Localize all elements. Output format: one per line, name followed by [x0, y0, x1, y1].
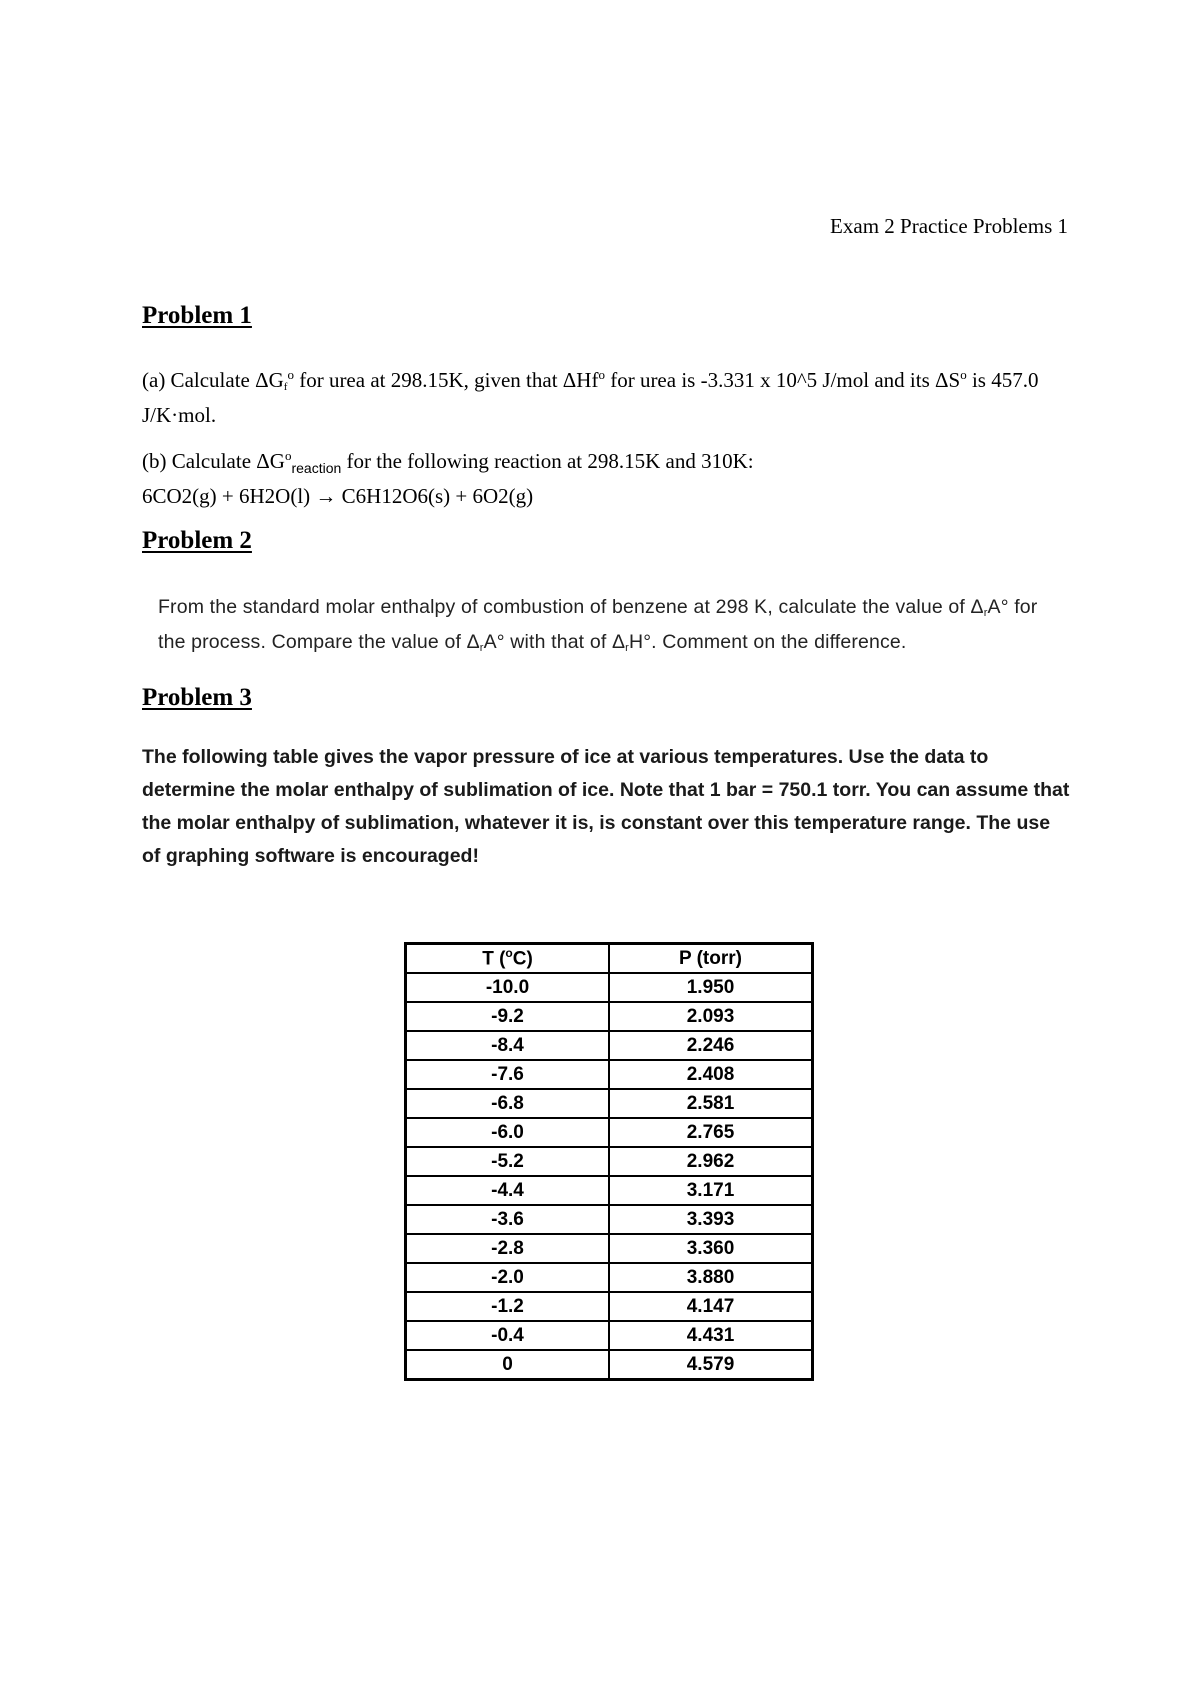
- temperature-cell: -6.0: [406, 1118, 610, 1147]
- page-header: Exam 2 Practice Problems 1: [830, 214, 1068, 238]
- temperature-cell: -4.4: [406, 1176, 610, 1205]
- pressure-cell: 3.171: [609, 1176, 813, 1205]
- vapor-pressure-table: [404, 942, 814, 1381]
- temperature-cell: -0.4: [406, 1321, 610, 1350]
- pressure-cell: 2.093: [609, 1002, 813, 1031]
- temperature-cell: -10.0: [406, 973, 610, 1002]
- pressure-cell: 3.360: [609, 1234, 813, 1263]
- temperature-cell: -3.6: [406, 1205, 610, 1234]
- pressure-cell: 4.431: [609, 1321, 813, 1350]
- problem-3-text: The following table gives the vapor pressure of ice at various temperatures. Use the data to determine the molar enthalpy of sublimation of ice. Note that 1 bar = 750.1 torr. You can assume that the molar enthalpy of sublimation, whatever it is, is constant over this temperature range. The use of graphing software is encouraged!: [142, 746, 1070, 867]
- temperature-cell: -2.0: [406, 1263, 610, 1292]
- temperature-cell: -6.8: [406, 1089, 610, 1118]
- temperature-cell: 0: [406, 1350, 610, 1380]
- pressure-cell: 3.393: [609, 1205, 813, 1234]
- pressure-cell: 4.147: [609, 1292, 813, 1321]
- temperature-cell: -8.4: [406, 1031, 610, 1060]
- table-row: [406, 1263, 813, 1292]
- temperature-cell: -2.8: [406, 1234, 610, 1263]
- problem-1b-text: (b) Calculate $\Delta G^o_{reaction}$ for the following reaction at 298.15K and 310K: 6CO2(g) + 6H2O(l) → C6H12O6(s) + 6O2(g): [142, 448, 754, 508]
- pressure-cell: 2.246: [609, 1031, 813, 1060]
- table-row: [406, 1234, 813, 1263]
- problem-3-heading: Problem 3: [142, 684, 252, 711]
- table-row: [406, 973, 813, 1002]
- pressure-cell: 1.950: [609, 973, 813, 1002]
- problem-1-heading: Problem 1: [142, 302, 252, 329]
- temperature-cell: -1.2: [406, 1292, 610, 1321]
- table-row: [406, 1350, 813, 1380]
- pressure-cell: 4.579: [609, 1350, 813, 1380]
- temperature-cell: -5.2: [406, 1147, 610, 1176]
- table-header-row: [406, 944, 813, 974]
- pressure-cell: 3.880: [609, 1263, 813, 1292]
- pressure-cell: 2.408: [609, 1060, 813, 1089]
- table-row: [406, 1031, 813, 1060]
- column-header-pressure: P (torr): [609, 944, 813, 974]
- pressure-cell: 2.581: [609, 1089, 813, 1118]
- temperature-cell: -9.2: [406, 1002, 610, 1031]
- reaction-equation: 6CO2(g) + 6H2O(l) → C6H12O6(s) + 6O2(g): [142, 484, 534, 508]
- table-row: [406, 1205, 813, 1234]
- table-row: [406, 1292, 813, 1321]
- problem-2-text: From the standard molar enthalpy of combustion of benzene at 298 K, calculate the value of $\Delta_rA^\circ$ for the process. Compare the value of $\Delta_rA^\circ$ with that of $\Delta_rH^\circ$. Comment on the difference.: [158, 596, 1038, 654]
- table-row: [406, 1176, 813, 1205]
- pressure-cell: 2.962: [609, 1147, 813, 1176]
- table-row: [406, 1060, 813, 1089]
- problem-2-heading: Problem 2: [142, 527, 252, 554]
- table-row: [406, 1089, 813, 1118]
- table-row: [406, 1002, 813, 1031]
- problem-1a-text: (a) Calculate $\Delta G_f^o$ for urea at 298.15K, given that ΔHf$^o$ for urea is -3.331 x 10^5 J/mol and its $\Delta S^o$ is 457.0 J/K·mol.: [142, 367, 1039, 427]
- temperature-cell: -7.6: [406, 1060, 610, 1089]
- table-row: [406, 1321, 813, 1350]
- pressure-cell: 2.765: [609, 1118, 813, 1147]
- table-row: [406, 1147, 813, 1176]
- column-header-temperature: T ($^o$C): [406, 944, 610, 974]
- table-row: [406, 1118, 813, 1147]
